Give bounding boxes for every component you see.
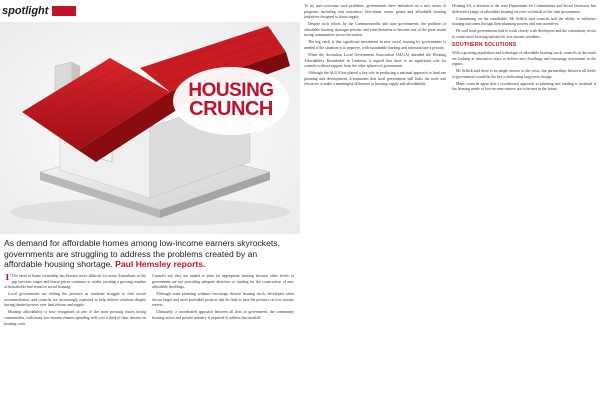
headline (181, 82, 281, 119)
paragraph: Housing affordability is now recognised as one of the most pressing issues facing communities, with many low-income earners spending well over a third of their income on housing costs. (4, 310, 146, 326)
headline-line-2: CRUNCH (189, 98, 273, 121)
article-column-1 (4, 274, 146, 401)
section-label: spotlight (2, 5, 49, 17)
paragraph: Many councils agree that a coordinated approach to planning and funding is essential if the housing needs of low-income earners are to be met in the future. (452, 81, 596, 92)
paragraph: Housing SA, a division of the state Department for Communities and Social Inclusion, has delivered a range of affordable housing services on behalf of the state government. (452, 4, 596, 14)
paragraph-text: The ideal of home ownership has become more difficult for many Australians as the gap between wages and house prices continues to widen, pushing a growing number of households into rental or social housing. (4, 274, 146, 290)
headline-line-1: HOUSING (188, 80, 274, 101)
lede-paragraph (4, 238, 296, 270)
hero-image (0, 22, 300, 234)
section-color-bar (52, 6, 76, 16)
paragraph: Local governments are feeling the pressure as residents struggle to find secure accommodation, and councils are increasingly expected to help deliver solutions despite having limited powers over land release and supply. (4, 292, 146, 308)
paragraph (4, 274, 146, 291)
subheading: SOUTHERN SOLUTIONS (452, 42, 517, 49)
paragraph: Ultimately, a coordinated approach between all tiers of government, the community housing sector and private industry is required to address the shortfall. (152, 310, 294, 320)
article-column-4 (452, 4, 596, 401)
paragraph: Mr Sellick said there is no single answer to the crisis, but partnerships between all levels of government would be the key to delivering long-term change. (452, 69, 596, 79)
house-illustration (0, 22, 300, 234)
paragraph: Councils say they are unable to plan for appropriate housing because other levels of government are not providing adequate direction or funding for the construction of new affordable dwellings. (152, 274, 294, 290)
paragraph: The big catch is that significant investment in new social housing by governments is needed if the situation is to improve, with sustainable funding and infrastructure a priority. (304, 40, 446, 50)
paragraph: Although some planning schemes encourage diverse housing stock, developers often favour larger and more profitable projects that do little to ease the pressure on low-income renters. (152, 292, 294, 308)
paragraph: Although the ALGA has played a key role in producing a national approach to land use planning and development, it maintains that local government still lacks the tools and resources to make a meaningful difference to housing supply and affordability. (304, 71, 446, 87)
lede-text: As demand for affordable homes among low-income earners skyrockets, governments are struggling to address the problems created by an affordable housing shortage. (4, 238, 280, 270)
article-column-2 (152, 274, 294, 401)
paragraph: Commenting on the roundtable, Mr Sellick said councils had the ability to influence housing outcomes through their planning powers and rate incentives. (452, 16, 596, 27)
drop-cap: T (4, 274, 11, 283)
section-tag (0, 3, 76, 19)
paragraph: To try and overcome such problems, governments have embarked on a new series of programs including rent assistance, first-home owner grants and affordable housing initiatives designed to boost supply. (304, 4, 446, 20)
paragraph: With a growing population and a shortage of affordable housing stock, councils in the south are looking at innovative ways to deliver new dwellings and encourage investment in the region. (452, 50, 596, 67)
byline: Paul Hemsley reports. (115, 259, 206, 270)
article-column-3 (304, 4, 446, 401)
paragraph: Despite such efforts by the Commonwealth and state governments, the problem of affordable housing shortages persists and even threatens to become one of the great issues facing communities across the nation. (304, 22, 446, 38)
paragraph: When the Australian Local Government Association (ALGA) attended the Housing Affordability Roundtable in Canberra, it argued that there is no significant role for councils without support from the other spheres of government. (304, 52, 446, 69)
paragraph: He said local governments had to work closely with developers and the community sector to create more housing options for low-income residents. (452, 29, 596, 39)
